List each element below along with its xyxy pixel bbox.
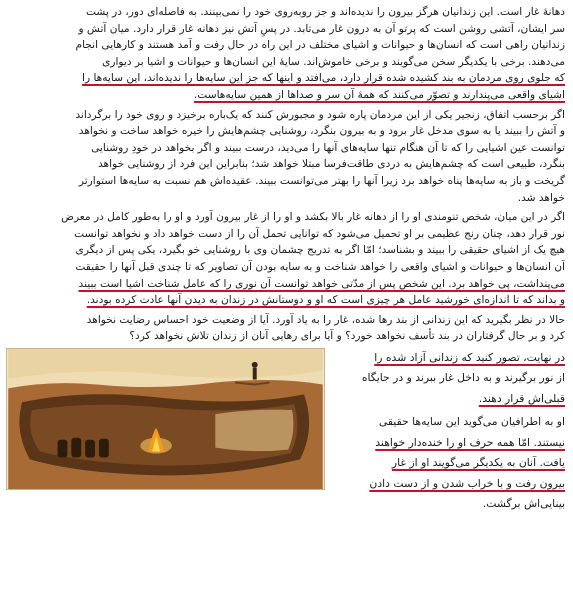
paragraphs-line: بنگرد، طبیعی است که چشم‌هایش به دردی طاقت‌فرسا مبتلا خواهد شد؛ بنابراین این فرد از روشنایی خواهد [98, 158, 565, 171]
side_paragraphs-line: از نور برگیرند و به داخل غار ببرند و در جایگاه [361, 371, 565, 385]
main-text [6, 4, 565, 345]
paragraphs-line: دهانهٔ غار است. این زندانیان هرگز بیرون را ندیده‌اند و جز روبه‌روی خود را نمی‌بینند. به فاصله‌ای دور، در پشت [86, 6, 565, 18]
side_paragraphs-paragraph [343, 412, 565, 515]
side_paragraphs-line: در نهایت، تصور کنید که زندانی آزاد شده را [374, 350, 565, 364]
paragraphs-line: و آتش را ببیند یا به سوی مدخل غار برود و به بیرون بنگرد، روشنایی چشم‌هایش را خیره خواهد ساخت و نخواهد [78, 125, 565, 138]
side_paragraphs-line: بینایی‌اش برگشت. [482, 497, 565, 511]
paragraphs-line: می‌دهند. برخی با یکدیگر سخن می‌گویند و برخی خاموش‌اند. سایهٔ این انسان‌ها و حیوانات و اشیا بر دیواری [102, 55, 565, 68]
side_paragraphs-line: نیستند. امّا همه حرف او را خنده‌دار خواهند [375, 435, 565, 449]
paragraphs-line: گریخت و باز به سایه‌ها پناه خواهد برد زیرا آنها را بهتر می‌توانست ببیند. عقیده‌اش هم نسبت به سایه‌ها استوارتر [78, 174, 565, 187]
paragraphs-line: که جلوی روی مردمان به بند کشیده شده قرار دارد، می‌افتد و اینها که جز این سایه‌ها را ندیده‌اند، این سایه‌ها را [82, 72, 565, 85]
paragraphs-line: می‌پنداشت، پی خواهد برد. این شخص پس از مدّتی خواهد توانست آن نوری را که عامل شناخت اشیا است ببیند [78, 277, 565, 290]
paragraphs-line: کرد و بر حال گرفتاران در بند تأسف نخواهد خورد؟ و آیا برای رهایی آنان از زندان تلاش نخواهد کرد؟ [129, 330, 565, 343]
paragraphs-paragraph [6, 107, 565, 207]
paragraphs-paragraph [6, 4, 565, 104]
paragraphs-line: و بداند که تا اندازه‌ای خورشید عامل هر چیزی است که او و دوستانش در زندان به دیدن آنها عادت کرده بودند. [86, 294, 565, 307]
cave-drawing [7, 349, 324, 489]
paragraphs-line: زندانیان راهی است که انسان‌ها و حیوانات و اشیای مختلف در این راه در حال رفت و آمد هستند و کارهایی انجام [75, 39, 565, 52]
cave-illustration [6, 348, 325, 490]
paragraphs-line: هیچ یک از اشیای حقیقی را ببیند و بشناسد؛ امّا اگر به تدریج چشمان وی با روشنایی خو بگیرد، یکی پس از دیگری [75, 244, 565, 257]
paragraphs-line: نور قرار دهد، چنان رنج عظیمی بر او تحمیل می‌شود که توانایی تحمل آن را از دست خواهد داد و نخواهد توانست [74, 227, 565, 240]
paragraphs-paragraph [6, 312, 565, 345]
paragraphs-line: اگر در این میان، شخص تنومندی او را از دهانه غار بالا بکشد و او را از غار بیرون آورد و او را به‌طور کامل در معرض [61, 211, 565, 224]
paragraphs-line: توانست عین اشیایی را که تا آن هنگام تنها سایه‌های آنها را می‌دید، درست ببیند و اگر بخواهد در خودِ روشنایی [91, 141, 565, 154]
paragraphs-line: سر ایشان، آتشی روشن است که پرتو آن به درون غار می‌تابد. در پسِ آتش نیز دهانه غار قرار دارد. میان آتش و [78, 22, 565, 35]
figure-row [6, 348, 565, 515]
paragraphs-line: خواهد شد. [517, 191, 565, 204]
paragraphs-line: آن انسان‌ها و حیوانات و اشیای واقعی را خواهد شناخت و به سایه بودن آن تصاویر که تا چندی قبل آنها را حقیقت [75, 260, 565, 273]
side_paragraphs-paragraph [343, 348, 565, 410]
side_paragraphs-line: او به اطرافیان می‌گوید این سایه‌ها حقیقی [378, 415, 565, 429]
side_paragraphs-line: بیرون رفت و با خراب شدن و از دست دادن [369, 476, 565, 490]
paragraphs-paragraph [6, 209, 565, 309]
side_paragraphs-line: قبلی‌اش قرار دهند. [478, 391, 565, 405]
paragraphs-line: اشیای واقعی می‌پندارند و تصوّر می‌کنند که همهٔ آن سر و صداها از همین سایه‌هاست. [193, 88, 565, 101]
paragraphs-line: اگر برحسب اتفاق، زنجیر یکی از این مردمان پاره شود و مجبورش کنند که یک‌باره برخیزد و روی خود را برگرداند [75, 108, 565, 121]
side-text [343, 348, 565, 515]
side_paragraphs-line: یافت. آنان به یکدیگر می‌گویند او از غار [391, 456, 565, 470]
paragraphs-line: حالا در نظر بگیرید که این زندانی از بند رها شده، غار را به یاد آورد. آیا از وضعیت خود احساس رضایت نخواهد [86, 313, 565, 326]
